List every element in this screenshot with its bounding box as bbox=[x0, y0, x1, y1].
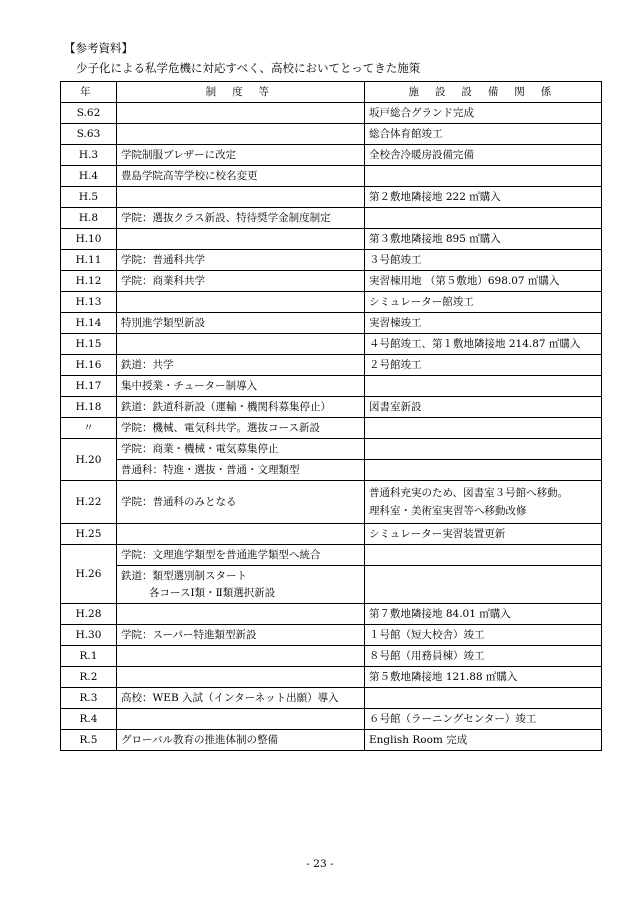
system-cell bbox=[117, 334, 365, 355]
facilities-cell: 実習棟用地 （第５敷地）698.07 ㎡購入 bbox=[365, 271, 602, 292]
facilities-cell: 第７敷地隣接地 84.01 ㎡購入 bbox=[365, 604, 602, 625]
facilities-cell bbox=[365, 688, 602, 709]
system-cell: 学院：機械、電気科共学。選抜コース新設 bbox=[117, 418, 365, 439]
system-cell bbox=[117, 229, 365, 250]
facilities-cell: シミュレーター館竣工 bbox=[365, 292, 602, 313]
system-cell: 学院：選抜クラス新設、特待奨学金制度制定 bbox=[117, 208, 365, 229]
facilities-cell: ３号館竣工 bbox=[365, 250, 602, 271]
system-cell: 学院：商業科共学 bbox=[117, 271, 365, 292]
year-cell: H.16 bbox=[61, 355, 117, 376]
system-cell: 鉄道：鉄道科新設（運輸・機関科募集停止） bbox=[117, 397, 365, 418]
facilities-cell: １号館（短大校舎）竣工 bbox=[365, 625, 602, 646]
facilities-header: 施 設 設 備 関 係 bbox=[365, 82, 602, 103]
year-cell: R.3 bbox=[61, 688, 117, 709]
system-cell: 高校：WEB 入試（インターネット出願）導入 bbox=[117, 688, 365, 709]
year-cell: H.22 bbox=[61, 481, 117, 524]
facilities-cell: ６号館（ラーニングセンター）竣工 bbox=[365, 709, 602, 730]
table-row bbox=[61, 334, 602, 355]
facilities-cell: 第３敷地隣接地 895 ㎡購入 bbox=[365, 229, 602, 250]
table-row bbox=[61, 604, 602, 625]
facilities-cell: 第２敷地隣接地 222 ㎡購入 bbox=[365, 187, 602, 208]
year-cell: S.63 bbox=[61, 124, 117, 145]
year-header: 年 bbox=[61, 82, 117, 103]
table-row bbox=[61, 229, 602, 250]
system-cell: 学院制服ブレザーに改定 bbox=[117, 145, 365, 166]
facilities-cell: ８号館（用務員棟）竣工 bbox=[365, 646, 602, 667]
table-row bbox=[61, 124, 602, 145]
year-cell: 〃 bbox=[61, 418, 117, 439]
table-row bbox=[61, 271, 602, 292]
system-cell: 学院：商業・機械・電気募集停止 bbox=[117, 439, 365, 460]
year-cell: H.26 bbox=[61, 545, 117, 604]
table-row bbox=[61, 292, 602, 313]
year-cell: H.18 bbox=[61, 397, 117, 418]
table-row bbox=[61, 397, 602, 418]
system-cell: 学院：スーパー特進類型新設 bbox=[117, 625, 365, 646]
year-cell: R.5 bbox=[61, 730, 117, 751]
year-cell: H.15 bbox=[61, 334, 117, 355]
table-row bbox=[61, 439, 602, 460]
system-cell: 普通科：特進・選抜・普通・文理類型 bbox=[117, 460, 365, 481]
system-cell bbox=[117, 124, 365, 145]
year-cell: H.5 bbox=[61, 187, 117, 208]
year-cell: R.2 bbox=[61, 667, 117, 688]
table-row bbox=[61, 187, 602, 208]
year-cell: H.3 bbox=[61, 145, 117, 166]
system-cell bbox=[117, 604, 365, 625]
facilities-cell: 実習棟竣工 bbox=[365, 313, 602, 334]
year-cell: H.20 bbox=[61, 439, 117, 481]
table-row bbox=[61, 667, 602, 688]
year-cell: R.1 bbox=[61, 646, 117, 667]
table-row bbox=[61, 313, 602, 334]
table-row bbox=[61, 524, 602, 545]
table-row bbox=[61, 166, 602, 187]
system-cell: 学院：普通科共学 bbox=[117, 250, 365, 271]
system-cell: グローバル教育の推進体制の整備 bbox=[117, 730, 365, 751]
table-row bbox=[61, 545, 602, 566]
year-cell: R.4 bbox=[61, 709, 117, 730]
table-header-row bbox=[61, 82, 602, 103]
table-row bbox=[61, 376, 602, 397]
year-cell: H.10 bbox=[61, 229, 117, 250]
table-row bbox=[61, 103, 602, 124]
table-body-lower bbox=[61, 604, 602, 751]
year-cell: H.12 bbox=[61, 271, 117, 292]
table-body-upper bbox=[61, 103, 602, 439]
year-cell: H.17 bbox=[61, 376, 117, 397]
table-row bbox=[61, 688, 602, 709]
table-row bbox=[61, 460, 602, 481]
table-row bbox=[61, 145, 602, 166]
table-row bbox=[61, 730, 602, 751]
system-cell bbox=[117, 292, 365, 313]
system-cell bbox=[117, 103, 365, 124]
system-line: 鉄道：類型選別制スタート bbox=[121, 569, 247, 582]
system-cell: 鉄道：共学 bbox=[117, 355, 365, 376]
table-row bbox=[61, 250, 602, 271]
facilities-line: 理科室・美術室実習等へ移動改修 bbox=[369, 505, 527, 517]
table-row bbox=[61, 418, 602, 439]
facilities-cell: ２号館竣工 bbox=[365, 355, 602, 376]
facilities-cell: 総合体育館竣工 bbox=[365, 124, 602, 145]
table-row bbox=[61, 646, 602, 667]
table-row bbox=[61, 481, 602, 524]
system-cell bbox=[117, 187, 365, 208]
system-header: 制 度 等 bbox=[117, 82, 365, 103]
reference-heading: 【参考資料】 bbox=[64, 41, 133, 55]
system-cell bbox=[117, 709, 365, 730]
year-cell: H.30 bbox=[61, 625, 117, 646]
facilities-cell: 第５敷地隣接地 121.88 ㎡購入 bbox=[365, 667, 602, 688]
year-cell: H.11 bbox=[61, 250, 117, 271]
system-cell: 学院：文理進学類型を普通進学類型へ統合 bbox=[117, 545, 365, 566]
system-cell: 学院：普通科のみとなる bbox=[117, 481, 365, 524]
table-row bbox=[61, 355, 602, 376]
page-number: - 23 - bbox=[306, 858, 334, 870]
facilities-cell: 全校舎冷暖房設備完備 bbox=[365, 145, 602, 166]
facilities-cell bbox=[365, 208, 602, 229]
facilities-cell: シミュレーター実習装置更新 bbox=[365, 524, 602, 545]
system-cell: 集中授業・チューター制導入 bbox=[117, 376, 365, 397]
facilities-cell: ４号館竣工、第１敷地隣接地 214.87 ㎡購入 bbox=[365, 334, 602, 355]
facilities-cell bbox=[365, 376, 602, 397]
year-cell: H.28 bbox=[61, 604, 117, 625]
facilities-cell bbox=[365, 460, 602, 481]
table-row bbox=[61, 625, 602, 646]
table-row bbox=[61, 208, 602, 229]
year-cell: H.14 bbox=[61, 313, 117, 334]
table-subheading: 少子化による私学危機に対応すべく、高校においてとってきた施策 bbox=[76, 61, 421, 75]
facilities-cell: 図書室新設 bbox=[365, 397, 602, 418]
system-cell bbox=[117, 524, 365, 545]
measures-table bbox=[60, 81, 602, 751]
facilities-cell bbox=[365, 418, 602, 439]
facilities-cell bbox=[365, 481, 602, 524]
year-cell: H.8 bbox=[61, 208, 117, 229]
system-cell: 豊島学院高等学校に校名変更 bbox=[117, 166, 365, 187]
system-cell bbox=[117, 667, 365, 688]
facilities-cell bbox=[365, 566, 602, 604]
system-cell: 特別進学類型新設 bbox=[117, 313, 365, 334]
facilities-line: 普通科充実のため、図書室３号館へ移動。 bbox=[369, 487, 569, 499]
year-cell: H.4 bbox=[61, 166, 117, 187]
facilities-cell bbox=[365, 166, 602, 187]
system-line: 各コースⅠ類・Ⅱ類選択新設 bbox=[149, 586, 276, 599]
facilities-cell: 坂戸総合グランド完成 bbox=[365, 103, 602, 124]
system-cell bbox=[117, 646, 365, 667]
table-body-middle bbox=[61, 439, 602, 604]
facilities-cell: English Room 完成 bbox=[365, 730, 602, 751]
year-cell: H.25 bbox=[61, 524, 117, 545]
year-cell: H.13 bbox=[61, 292, 117, 313]
system-cell bbox=[117, 566, 365, 604]
table-row bbox=[61, 709, 602, 730]
year-cell: S.62 bbox=[61, 103, 117, 124]
facilities-cell bbox=[365, 439, 602, 460]
table-row bbox=[61, 566, 602, 604]
facilities-cell bbox=[365, 545, 602, 566]
